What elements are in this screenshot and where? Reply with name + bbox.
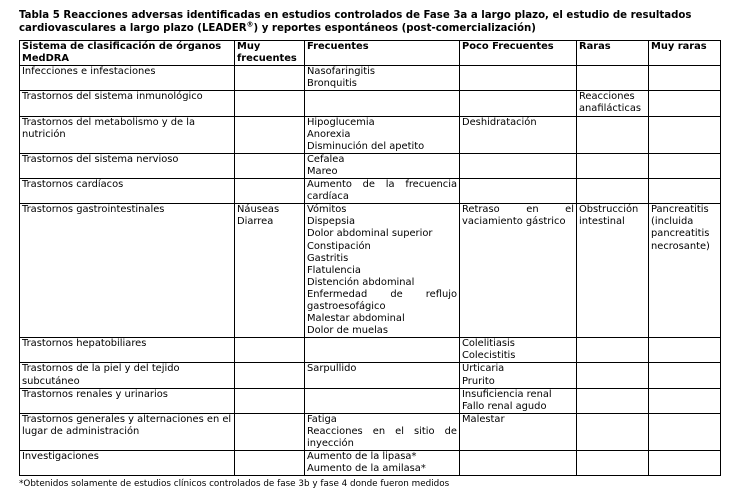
reaction-term: Gastritis bbox=[307, 252, 349, 264]
soc-cell: Infecciones e infestaciones bbox=[20, 66, 235, 91]
poco-frecuentes-cell bbox=[460, 116, 577, 153]
reaction-term: Fatiga bbox=[307, 413, 337, 425]
col-header-frecuentes: Frecuentes bbox=[305, 41, 460, 66]
muy-frecuentes-cell bbox=[235, 116, 305, 153]
muy-raras-cell bbox=[649, 388, 721, 413]
raras-cell bbox=[577, 388, 649, 413]
muy-frecuentes-cell bbox=[235, 413, 305, 450]
reaction-term: Retraso en el vaciamiento gástrico bbox=[462, 204, 574, 228]
muy-frecuentes-cell bbox=[235, 451, 305, 476]
muy-frecuentes-cell bbox=[235, 66, 305, 91]
reaction-term: Mareo bbox=[307, 165, 338, 177]
soc-cell: Trastornos del sistema nervioso bbox=[20, 153, 235, 178]
reaction-term: Aumento de la lipasa* bbox=[307, 451, 417, 463]
frecuentes-cell bbox=[305, 91, 460, 116]
table-caption bbox=[19, 10, 719, 35]
muy-raras-cell bbox=[649, 66, 721, 91]
poco-frecuentes-cell bbox=[460, 179, 577, 204]
frecuentes-cell bbox=[305, 66, 460, 91]
table-row bbox=[20, 204, 721, 338]
frecuentes-cell bbox=[305, 388, 460, 413]
table-row bbox=[20, 153, 721, 178]
soc-cell: Trastornos del metabolismo y de la nutrición bbox=[20, 116, 235, 153]
poco-frecuentes-cell bbox=[460, 363, 577, 388]
muy-raras-cell bbox=[649, 91, 721, 116]
reaction-term: Enfermedad de reflujo gastroesofágico bbox=[307, 288, 457, 312]
reaction-term: Deshidratación bbox=[462, 116, 537, 128]
table-title-end: ) y reportes espontáneos (post-comercialización) bbox=[253, 22, 536, 34]
raras-cell bbox=[577, 204, 649, 338]
col-header-soc: Sistema de clasificación de órganos MedDRA bbox=[20, 41, 235, 66]
col-header-poco-frecuentes: Poco Frecuentes bbox=[460, 41, 577, 66]
muy-raras-cell bbox=[649, 116, 721, 153]
soc-cell: Trastornos de la piel y del tejido subcutáneo bbox=[20, 363, 235, 388]
reaction-term: Prurito bbox=[462, 375, 495, 387]
table-header-row bbox=[20, 41, 721, 66]
frecuentes-cell bbox=[305, 116, 460, 153]
muy-frecuentes-cell bbox=[235, 363, 305, 388]
table-row bbox=[20, 451, 721, 476]
raras-cell bbox=[577, 91, 649, 116]
reaction-term: Anorexia bbox=[307, 128, 351, 140]
reaction-term: Distención abdominal bbox=[307, 276, 415, 288]
reaction-term: Malestar abdominal bbox=[307, 313, 405, 325]
reaction-term: Reacciones en el sitio de inyección bbox=[307, 425, 457, 449]
raras-cell bbox=[577, 363, 649, 388]
table-row bbox=[20, 116, 721, 153]
muy-raras-cell bbox=[649, 363, 721, 388]
table-row bbox=[20, 413, 721, 450]
reaction-term: Cefalea bbox=[307, 153, 345, 165]
poco-frecuentes-cell bbox=[460, 153, 577, 178]
poco-frecuentes-cell bbox=[460, 91, 577, 116]
raras-cell bbox=[577, 451, 649, 476]
raras-cell bbox=[577, 116, 649, 153]
frecuentes-cell bbox=[305, 179, 460, 204]
adverse-reactions-table bbox=[19, 40, 721, 476]
reaction-term: Fallo renal agudo bbox=[462, 400, 547, 412]
frecuentes-cell bbox=[305, 413, 460, 450]
soc-cell: Trastornos gastrointestinales bbox=[20, 204, 235, 338]
raras-cell bbox=[577, 179, 649, 204]
reaction-term: Dolor de muelas bbox=[307, 325, 389, 337]
reaction-term: Reacciones anafilácticas bbox=[579, 91, 642, 115]
muy-frecuentes-cell bbox=[235, 153, 305, 178]
reaction-term: Flatulencia bbox=[307, 264, 361, 276]
table-row bbox=[20, 338, 721, 363]
raras-cell bbox=[577, 153, 649, 178]
poco-frecuentes-cell bbox=[460, 338, 577, 363]
col-header-raras: Raras bbox=[577, 41, 649, 66]
muy-raras-cell bbox=[649, 413, 721, 450]
reaction-term: Bronquitis bbox=[307, 78, 357, 90]
reaction-term: Nasofaringitis bbox=[307, 66, 375, 78]
reaction-term: Insuficiencia renal bbox=[462, 388, 552, 400]
poco-frecuentes-cell bbox=[460, 388, 577, 413]
muy-raras-cell bbox=[649, 204, 721, 338]
reaction-term: Náuseas bbox=[237, 204, 280, 216]
frecuentes-cell bbox=[305, 204, 460, 338]
reaction-term: Pancreatitis (incluida pancreatitis necrosante) bbox=[651, 204, 710, 252]
muy-frecuentes-cell bbox=[235, 179, 305, 204]
raras-cell bbox=[577, 338, 649, 363]
table-row bbox=[20, 91, 721, 116]
table-row bbox=[20, 363, 721, 388]
poco-frecuentes-cell bbox=[460, 413, 577, 450]
reaction-term: Vómitos bbox=[307, 204, 347, 216]
table-title: Tabla 5 Reacciones adversas identificadas en estudios controlados de Fase 3a a largo plazo, el estudio de resultados cardiovasculares a largo plazo (LEADER bbox=[19, 10, 692, 34]
soc-cell: Investigaciones bbox=[20, 451, 235, 476]
reaction-term: Malestar bbox=[462, 413, 505, 425]
col-header-muy-frecuentes: Muy frecuentes bbox=[235, 41, 305, 66]
muy-raras-cell bbox=[649, 451, 721, 476]
muy-raras-cell bbox=[649, 153, 721, 178]
soc-cell: Trastornos renales y urinarios bbox=[20, 388, 235, 413]
reaction-term: Dispepsia bbox=[307, 216, 356, 228]
reaction-term: Obstrucción intestinal bbox=[579, 204, 639, 228]
poco-frecuentes-cell bbox=[460, 451, 577, 476]
reaction-term: Urticaria bbox=[462, 363, 505, 375]
col-header-muy-raras: Muy raras bbox=[649, 41, 721, 66]
frecuentes-cell bbox=[305, 153, 460, 178]
reaction-term: Hipoglucemia bbox=[307, 116, 375, 128]
reaction-term: Aumento de la frecuencia cardíaca bbox=[307, 179, 457, 203]
muy-raras-cell bbox=[649, 179, 721, 204]
table-body bbox=[20, 66, 721, 476]
muy-frecuentes-cell bbox=[235, 388, 305, 413]
soc-cell: Trastornos generales y alternaciones en el lugar de administración bbox=[20, 413, 235, 450]
soc-cell: Trastornos hepatobiliares bbox=[20, 338, 235, 363]
document-page bbox=[19, 10, 719, 490]
table-footnote: *Obtenidos solamente de estudios clínicos controlados de fase 3b y fase 4 donde fueron medidos bbox=[19, 479, 450, 490]
muy-frecuentes-cell bbox=[235, 204, 305, 338]
frecuentes-cell bbox=[305, 338, 460, 363]
poco-frecuentes-cell bbox=[460, 204, 577, 338]
reaction-term: Colelitiasis bbox=[462, 338, 515, 350]
reaction-term: Constipación bbox=[307, 240, 371, 252]
table-row bbox=[20, 66, 721, 91]
registered-mark: ® bbox=[246, 20, 254, 29]
raras-cell bbox=[577, 413, 649, 450]
soc-cell: Trastornos cardíacos bbox=[20, 179, 235, 204]
muy-raras-cell bbox=[649, 338, 721, 363]
reaction-term: Diarrea bbox=[237, 216, 274, 228]
reaction-term: Sarpullido bbox=[307, 363, 357, 375]
poco-frecuentes-cell bbox=[460, 66, 577, 91]
reaction-term: Dolor abdominal superior bbox=[307, 228, 433, 240]
soc-cell: Trastornos del sistema inmunológico bbox=[20, 91, 235, 116]
raras-cell bbox=[577, 66, 649, 91]
frecuentes-cell bbox=[305, 363, 460, 388]
table-row bbox=[20, 179, 721, 204]
muy-frecuentes-cell bbox=[235, 91, 305, 116]
table-row bbox=[20, 388, 721, 413]
reaction-term: Colecistitis bbox=[462, 350, 516, 362]
reaction-term: Disminución del apetito bbox=[307, 140, 425, 152]
muy-frecuentes-cell bbox=[235, 338, 305, 363]
frecuentes-cell bbox=[305, 451, 460, 476]
reaction-term: Aumento de la amilasa* bbox=[307, 463, 426, 475]
